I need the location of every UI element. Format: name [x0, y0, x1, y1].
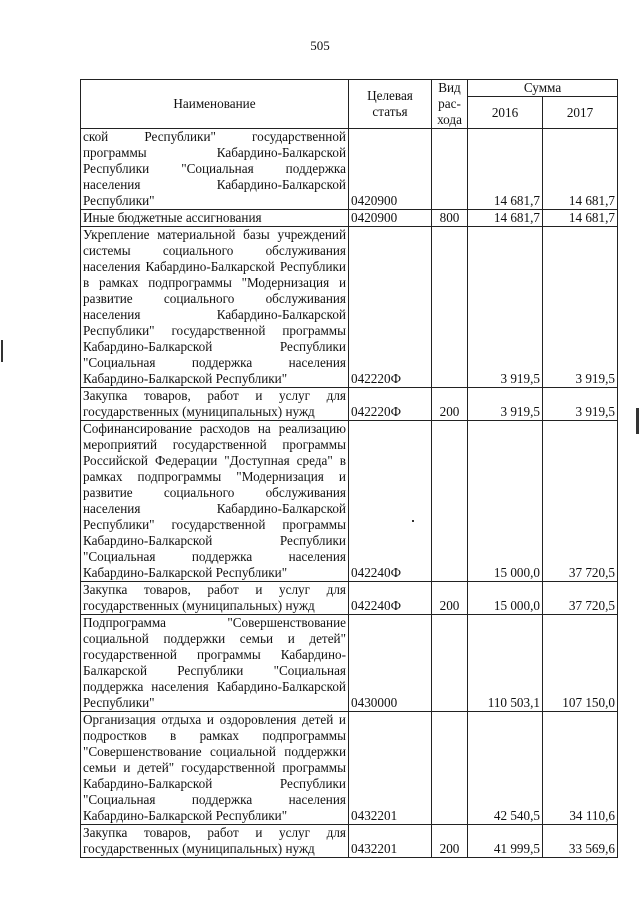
row-name: Закупка товаров, работ и услуг для государственных (муниципальных) нужд	[81, 582, 349, 615]
header-target-line2: статья	[372, 104, 408, 119]
header-name: Наименование	[81, 80, 349, 129]
header-kind-line3: хода	[437, 112, 462, 127]
budget-table	[80, 79, 618, 858]
header-year-2017: 2017	[543, 97, 618, 129]
row-target: 0432201	[349, 712, 432, 825]
row-sum-2017: 3 919,5	[543, 227, 618, 388]
scan-artifact-dot	[412, 520, 414, 522]
row-kind	[432, 227, 468, 388]
table-header	[81, 80, 618, 129]
row-kind: 800	[432, 210, 468, 227]
row-sum-2017: 37 720,5	[543, 582, 618, 615]
table-body	[81, 129, 618, 858]
table-row	[81, 210, 618, 227]
row-target: 042220Ф	[349, 388, 432, 421]
row-name: Закупка товаров, работ и услуг для государственных (муниципальных) нужд	[81, 388, 349, 421]
row-sum-2017: 3 919,5	[543, 388, 618, 421]
row-sum-2016: 14 681,7	[468, 210, 543, 227]
row-target: 042220Ф	[349, 227, 432, 388]
row-sum-2017: 14 681,7	[543, 210, 618, 227]
row-target: 0420900	[349, 210, 432, 227]
row-name: Софинансирование расходов на реализацию мероприятий государственной программы Российской Федерации "Доступная среда" в рамках подпрограммы "Модернизация и развитие социального обслуживания населения Кабардино-Балкарской Республики" государственной программы Кабардино-Балкарской Республики "Социальная поддержка населения Кабардино-Балкарской Республики"	[81, 421, 349, 582]
row-target: 042240Ф	[349, 421, 432, 582]
header-target-line1: Целевая	[367, 88, 413, 103]
row-kind: 200	[432, 582, 468, 615]
row-target: 0430000	[349, 615, 432, 712]
table-row	[81, 227, 618, 388]
row-sum-2016: 42 540,5	[468, 712, 543, 825]
row-sum-2016: 15 000,0	[468, 421, 543, 582]
table-row	[81, 388, 618, 421]
row-name: Подпрограмма "Совершенствование социальной поддержки семьи и детей" государственной программы Кабардино-Балкарской Республики "Социальная поддержка населения Кабардино-Балкарской Республики"	[81, 615, 349, 712]
table-row	[81, 421, 618, 582]
row-kind	[432, 615, 468, 712]
row-kind: 200	[432, 825, 468, 858]
row-sum-2016: 3 919,5	[468, 227, 543, 388]
row-name: Иные бюджетные ассигнования	[81, 210, 349, 227]
header-kind-line1: Вид	[438, 80, 461, 95]
header-year-2016: 2016	[468, 97, 543, 129]
row-kind: 200	[432, 388, 468, 421]
scan-artifact-left	[1, 340, 3, 362]
row-name: Закупка товаров, работ и услуг для государственных (муниципальных) нужд	[81, 825, 349, 858]
row-sum-2017: 14 681,7	[543, 129, 618, 210]
table-row	[81, 825, 618, 858]
row-target: 042240Ф	[349, 582, 432, 615]
row-kind	[432, 421, 468, 582]
row-sum-2016: 41 999,5	[468, 825, 543, 858]
row-name: Организация отдыха и оздоровления детей и подростков в рамках подпрограммы "Совершенствование социальной поддержки семьи и детей" государственной программы Кабардино-Балкарской Республики "Социальная поддержка населения Кабардино-Балкарской Республики"	[81, 712, 349, 825]
header-expense-kind	[432, 80, 468, 129]
table-row	[81, 712, 618, 825]
scan-artifact-right	[636, 408, 639, 434]
row-target: 0420900	[349, 129, 432, 210]
row-name: Укрепление материальной базы учреждений системы социального обслуживания населения Кабардино-Балкарской Республики в рамках подпрограммы "Модернизация и развитие социального обслуживания населения Кабардино-Балкарской Республики" государственной программы Кабардино-Балкарской Республики "Социальная поддержка населения Кабардино-Балкарской Республики"	[81, 227, 349, 388]
page-number: 505	[310, 38, 330, 53]
row-sum-2016: 3 919,5	[468, 388, 543, 421]
row-sum-2017: 37 720,5	[543, 421, 618, 582]
row-sum-2016: 15 000,0	[468, 582, 543, 615]
row-kind	[432, 129, 468, 210]
row-sum-2017: 107 150,0	[543, 615, 618, 712]
row-sum-2016: 14 681,7	[468, 129, 543, 210]
header-sum: Сумма	[468, 80, 618, 97]
table-row	[81, 582, 618, 615]
row-kind	[432, 712, 468, 825]
table-row	[81, 615, 618, 712]
header-target-article	[349, 80, 432, 129]
header-kind-line2: рас-	[438, 96, 461, 111]
table-row	[81, 129, 618, 210]
row-sum-2017: 34 110,6	[543, 712, 618, 825]
row-sum-2016: 110 503,1	[468, 615, 543, 712]
row-name: ской Республики" государственной программы Кабардино-Балкарской Республики "Социальная поддержка населения Кабардино-Балкарской Республики"	[81, 129, 349, 210]
row-target: 0432201	[349, 825, 432, 858]
row-sum-2017: 33 569,6	[543, 825, 618, 858]
